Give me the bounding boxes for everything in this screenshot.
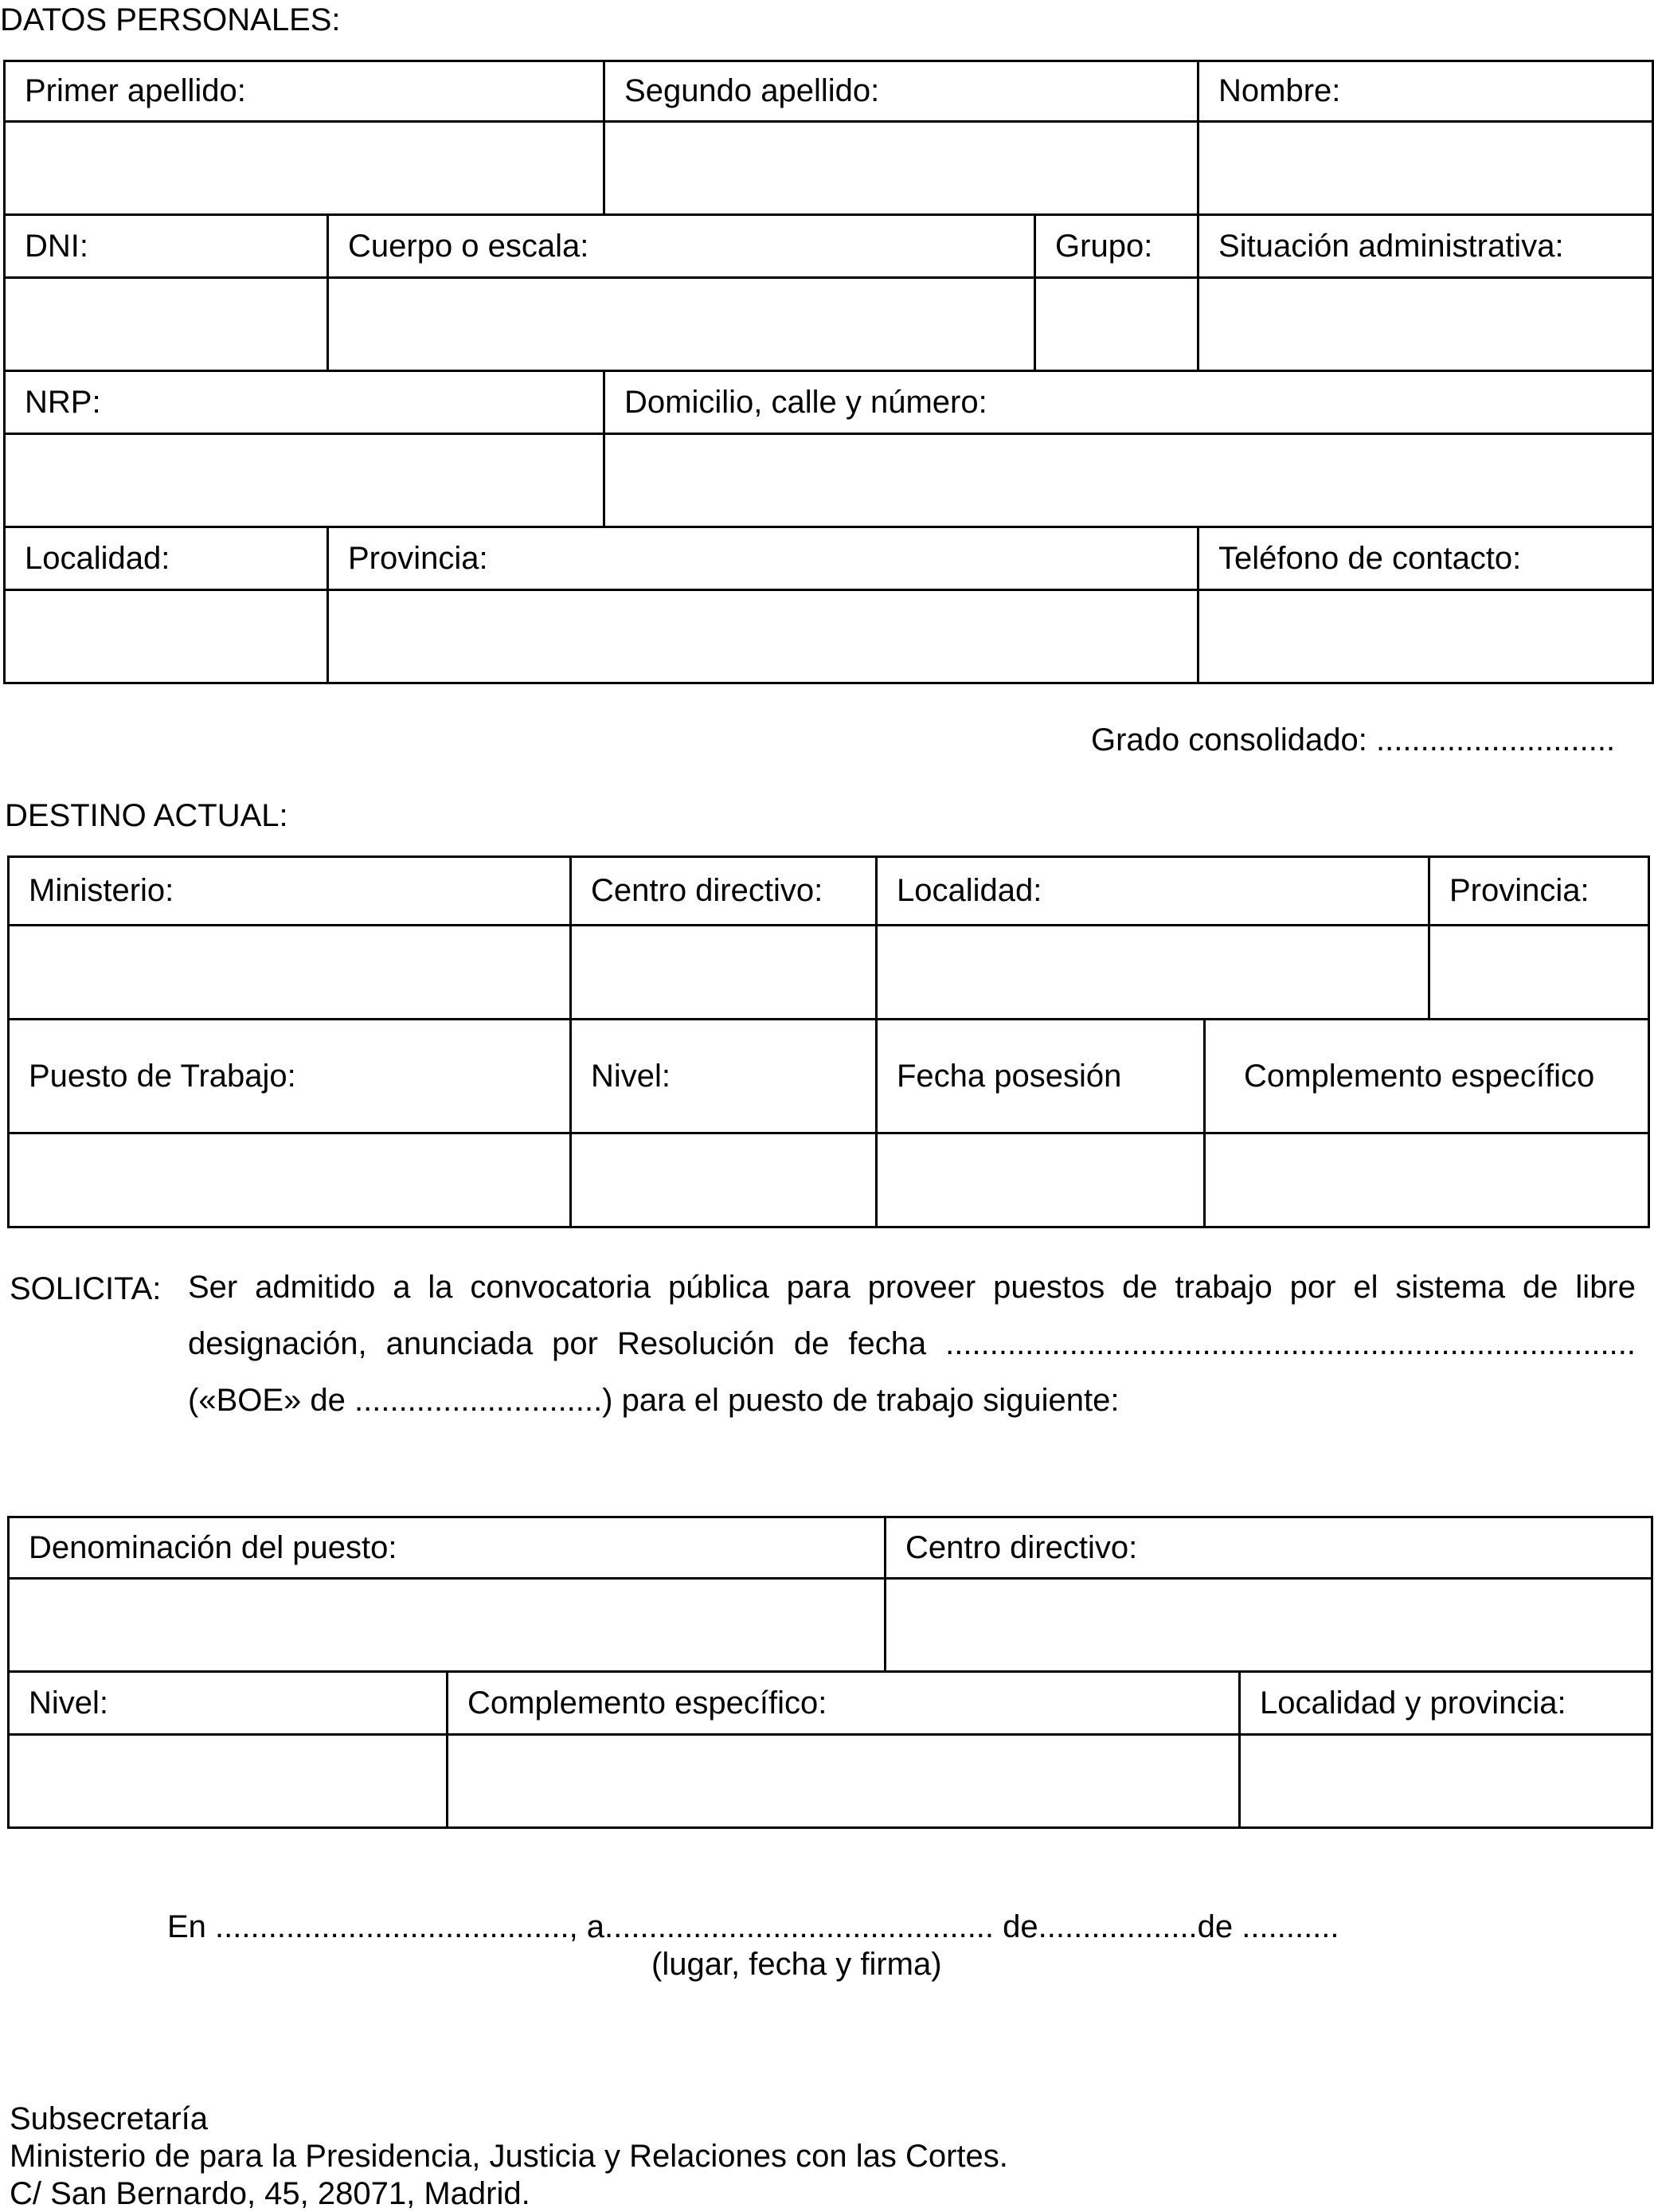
label-primer-apellido: Primer apellido:	[5, 61, 604, 122]
field-primer-apellido[interactable]	[5, 122, 604, 215]
firma-lugar-fecha-line: En ........................................, a............................................ de..................de ...........	[167, 1909, 1339, 1944]
field-grupo[interactable]	[1035, 278, 1198, 371]
label-puesto-trabajo: Puesto de Trabajo:	[9, 1020, 571, 1133]
field-denominacion-puesto[interactable]	[9, 1579, 886, 1672]
field-nivel-destino[interactable]	[571, 1133, 877, 1227]
field-localidad-destino[interactable]	[877, 926, 1429, 1020]
field-centro-directivo[interactable]	[571, 926, 877, 1020]
address-line-2: Ministerio de para la Presidencia, Justicia y Relaciones con las Cortes.	[10, 2139, 1008, 2174]
label-localidad-destino: Localidad:	[877, 857, 1429, 926]
personal-data-table	[3, 60, 1654, 684]
label-provincia: Provincia:	[328, 527, 1198, 590]
label-denominacion-puesto: Denominación del puesto:	[9, 1517, 886, 1579]
field-provincia[interactable]	[328, 590, 1198, 683]
field-localidad-provincia-puesto[interactable]	[1240, 1735, 1652, 1828]
label-nrp: NRP:	[5, 371, 604, 434]
field-segundo-apellido[interactable]	[604, 122, 1198, 215]
label-domicilio: Domicilio, calle y número:	[604, 371, 1653, 434]
label-provincia-destino: Provincia:	[1429, 857, 1649, 926]
solicita-line-3: («BOE» de ............................) para el puesto de trabajo siguiente:	[188, 1383, 1120, 1418]
solicita-text	[188, 1259, 1636, 1429]
solicita-label: SOLICITA:	[10, 1271, 162, 1306]
field-ministerio[interactable]	[9, 926, 571, 1020]
label-cuerpo-escala: Cuerpo o escala:	[328, 215, 1035, 278]
label-nivel-puesto: Nivel:	[9, 1672, 448, 1735]
field-localidad[interactable]	[5, 590, 328, 683]
destino-actual-table	[7, 855, 1650, 1228]
field-nivel-puesto[interactable]	[9, 1735, 448, 1828]
field-domicilio[interactable]	[604, 434, 1653, 527]
label-telefono: Teléfono de contacto:	[1198, 527, 1653, 590]
label-ministerio: Ministerio:	[9, 857, 571, 926]
solicita-line-1: Ser admitido a la convocatoria pública para proveer puestos de trabajo por el sistema de libre	[188, 1270, 1636, 1305]
label-nivel-destino: Nivel:	[571, 1020, 877, 1133]
solicita-line-2: designación, anunciada por Resolución de fecha ..............................................................................	[188, 1326, 1636, 1361]
label-centro-directivo: Centro directivo:	[571, 857, 877, 926]
firma-caption: (lugar, fecha y firma)	[651, 1947, 942, 1982]
label-fecha-posesion: Fecha posesión	[877, 1020, 1205, 1133]
section-title-destino-actual: DESTINO ACTUAL:	[5, 798, 288, 833]
label-localidad: Localidad:	[5, 527, 328, 590]
field-complemento-especifico-puesto[interactable]	[448, 1735, 1240, 1828]
field-nrp[interactable]	[5, 434, 604, 527]
label-segundo-apellido: Segundo apellido:	[604, 61, 1198, 122]
address-line-1: Subsecretaría	[10, 2101, 209, 2136]
field-fecha-posesion[interactable]	[877, 1133, 1205, 1227]
label-situacion-administrativa: Situación administrativa:	[1198, 215, 1653, 278]
field-telefono[interactable]	[1198, 590, 1653, 683]
field-situacion-administrativa[interactable]	[1198, 278, 1653, 371]
label-nombre: Nombre:	[1198, 61, 1653, 122]
label-grupo: Grupo:	[1035, 215, 1198, 278]
label-complemento-especifico-destino: Complemento específico	[1205, 1020, 1649, 1133]
label-localidad-provincia-puesto: Localidad y provincia:	[1240, 1672, 1652, 1735]
field-provincia-destino[interactable]	[1429, 926, 1649, 1020]
field-puesto-trabajo[interactable]	[9, 1133, 571, 1227]
grado-consolidado: Grado consolidado: ...........................	[1091, 722, 1616, 758]
address-line-3: C/ San Bernardo, 45, 28071, Madrid.	[10, 2176, 530, 2211]
label-complemento-especifico-puesto: Complemento específico:	[448, 1672, 1240, 1735]
field-nombre[interactable]	[1198, 122, 1653, 215]
field-complemento-especifico-destino[interactable]	[1205, 1133, 1649, 1227]
label-centro-directivo-puesto: Centro directivo:	[886, 1517, 1652, 1579]
puesto-solicitado-table	[7, 1516, 1653, 1829]
label-dni: DNI:	[5, 215, 328, 278]
section-title-datos-personales: DATOS PERSONALES:	[0, 2, 341, 37]
field-cuerpo-escala[interactable]	[328, 278, 1035, 371]
field-centro-directivo-puesto[interactable]	[886, 1579, 1652, 1672]
field-dni[interactable]	[5, 278, 328, 371]
